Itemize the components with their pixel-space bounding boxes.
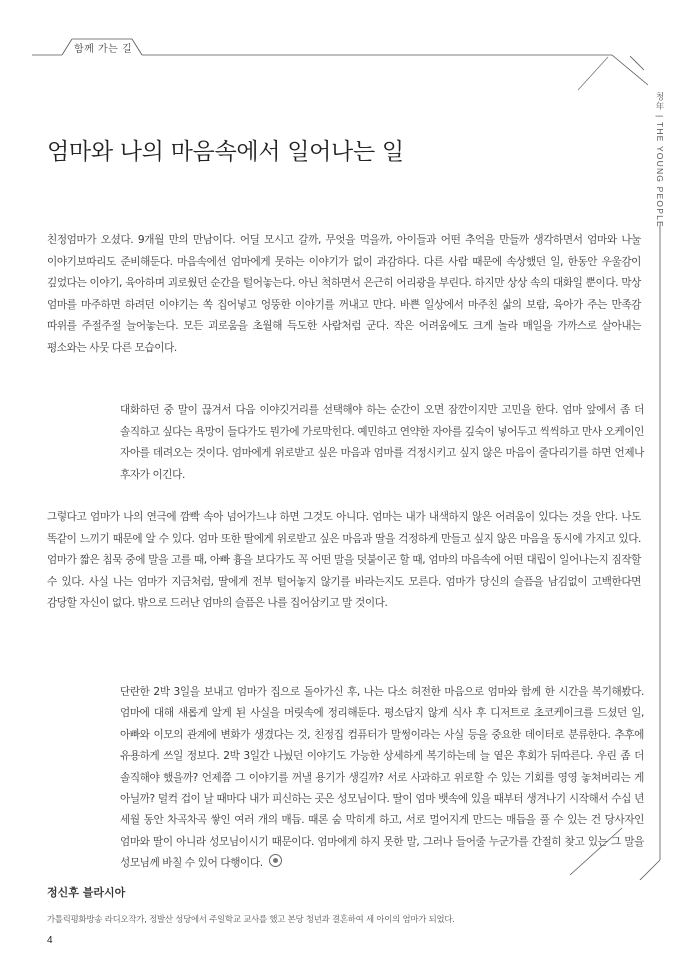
rosette-icon	[269, 854, 282, 867]
paragraph-4-text: 단란한 2박 3일을 보내고 엄마가 집으로 돌아가신 후, 나는 다소 허전한 마음으로 엄마와 함께 한 시간을 복기해봤다. 엄마에 대해 새롭게 알게 된 사실을 머릿속에 정리해둔다. 평소답지 않게 식사 후 디저트로 초코케이크를 드셨던 일, 아빠와 이모의 관계에 변화가 생겼다는 것, 친정집 컴퓨터가 말썽이라는 사실 등을 중요한 데이터로 분류한다. 추후에 유용하게 쓰일 정보다. 2박 3일간 나눴던 이야기도 가능한 상세하게 복기하는데 늘 옅은 후회가 뒤따른다. 우린 좀 더 솔직해야 했을까? 언제쯤 그 이야기를 꺼낼 용기가 생길까? 서로 사과하고 위로할 수 있는 기회를 영영 놓쳐버리는 게 아닐까? 덜컥 겁이 날 때마다 내가 피신하는 곳은 성모님이다. 딸이 엄마 뱃속에 있을 때부터 생겨나기 시작해서 수십 년 세월 동안 차곡차곡 쌓인 여러 개의 매듭. 때론 숨 막히게 하고, 서로 멀어지게 만드는 매듭을 풀 수 있는 건 당사자인 엄마와 딸이 아니라 성모님이시기 때문이다. 엄마에게 하지 못한 말, 그러나 들어줄 누군가를 간절히 찾고 있는 그 말을 성모님께 바칠 수 있어 다행이다.	[120, 686, 644, 870]
paragraph-4-indented	[120, 682, 644, 875]
author-name: 정신후 블라시아	[47, 886, 126, 899]
author-bio: 가톨릭평화방송 라디오작가, 정발산 성당에서 주일학교 교사를 했고 본당 청년과 결혼하여 세 아이의 엄마가 되었다.	[47, 914, 455, 924]
page-number: 4	[47, 935, 53, 946]
section-label: 함께 가는 길	[74, 44, 133, 55]
magazine-section-label: 청年 | THE YOUNG PEOPLE	[655, 92, 665, 228]
article-title: 엄마와 나의 마음속에서 일어나는 일	[47, 139, 404, 166]
paragraph-1: 친정엄마가 오셨다. 9개월 만의 만남이다. 어딜 모시고 갈까, 무엇을 먹을까, 아이들과 어떤 추억을 만들까 생각하면서 엄마와 나눌 이야기보따리도 준비해둔다. 마음속에선 엄마에게 못하는 이야기가 없이 과감하다. 다른 사람 때문에 속상했던 일, 한동안 우울감이 깊었다는 이야기, 육아하며 괴로웠던 순간을 털어놓는다. 아닌 척하면서 은근히 어리광을 부린다. 하지만 상상 속의 대화일 뿐이다. 막상 엄마를 마주하면 하려던 이야기는 쏙 집어넣고 엉뚱한 이야기를 꺼내고 만다. 바쁜 일상에서 마주친 삶의 보람, 육아가 주는 만족감 따위를 주절주절 늘어놓는다. 모든 괴로움을 초월해 득도한 사람처럼 군다. 작은 어려움에도 크게 놀라 매일을 가까스로 살아내는 평소와는 사뭇 다른 모습이다.	[47, 234, 641, 354]
paragraph-3: 그렇다고 엄마가 나의 연극에 깜빡 속아 넘어가느냐 하면 그것도 아니다. 엄마는 내가 내색하지 않은 어려움이 있다는 것을 안다. 나도 똑같이 느끼기 때문에 알 수 있다. 엄마 또한 딸에게 위로받고 싶은 마음과 딸을 걱정하게 만들고 싶지 않은 마음을 동시에 가지고 있다. 엄마가 짧은 침묵 중에 말을 고를 때, 아빠 흉을 보다가도 꼭 어떤 말을 덧붙이곤 할 때, 엄마의 마음속에 어떤 대립이 일어나는지 짐작할 수 있다. 사실 나는 엄마가 지금처럼, 딸에게 전부 털어놓지 않기를 바라는지도 모른다. 엄마가 당신의 슬픔을 남김없이 고백한다면 감당할 자신이 없다. 밖으로 드러난 엄마의 슬픔은 나를 집어삼키고 말 것이다.	[47, 511, 641, 610]
paragraph-2-indented: 대화하던 중 말이 끊겨서 다음 이야깃거리를 선택해야 하는 순간이 오면 잠깐이지만 고민을 한다. 엄마 앞에서 좀 더 솔직하고 싶다는 욕망이 들다가도 뭔가에 가로막힌다. 예민하고 연약한 자아를 깊숙이 넣어두고 씩씩하고 만사 오케이인 자아를 데려오는 것이다. 엄마에게 위로받고 싶은 마음과 엄마를 걱정시키고 싶지 않은 마음이 줄다리기를 하면 언제나 후자가 이긴다.	[120, 404, 644, 481]
